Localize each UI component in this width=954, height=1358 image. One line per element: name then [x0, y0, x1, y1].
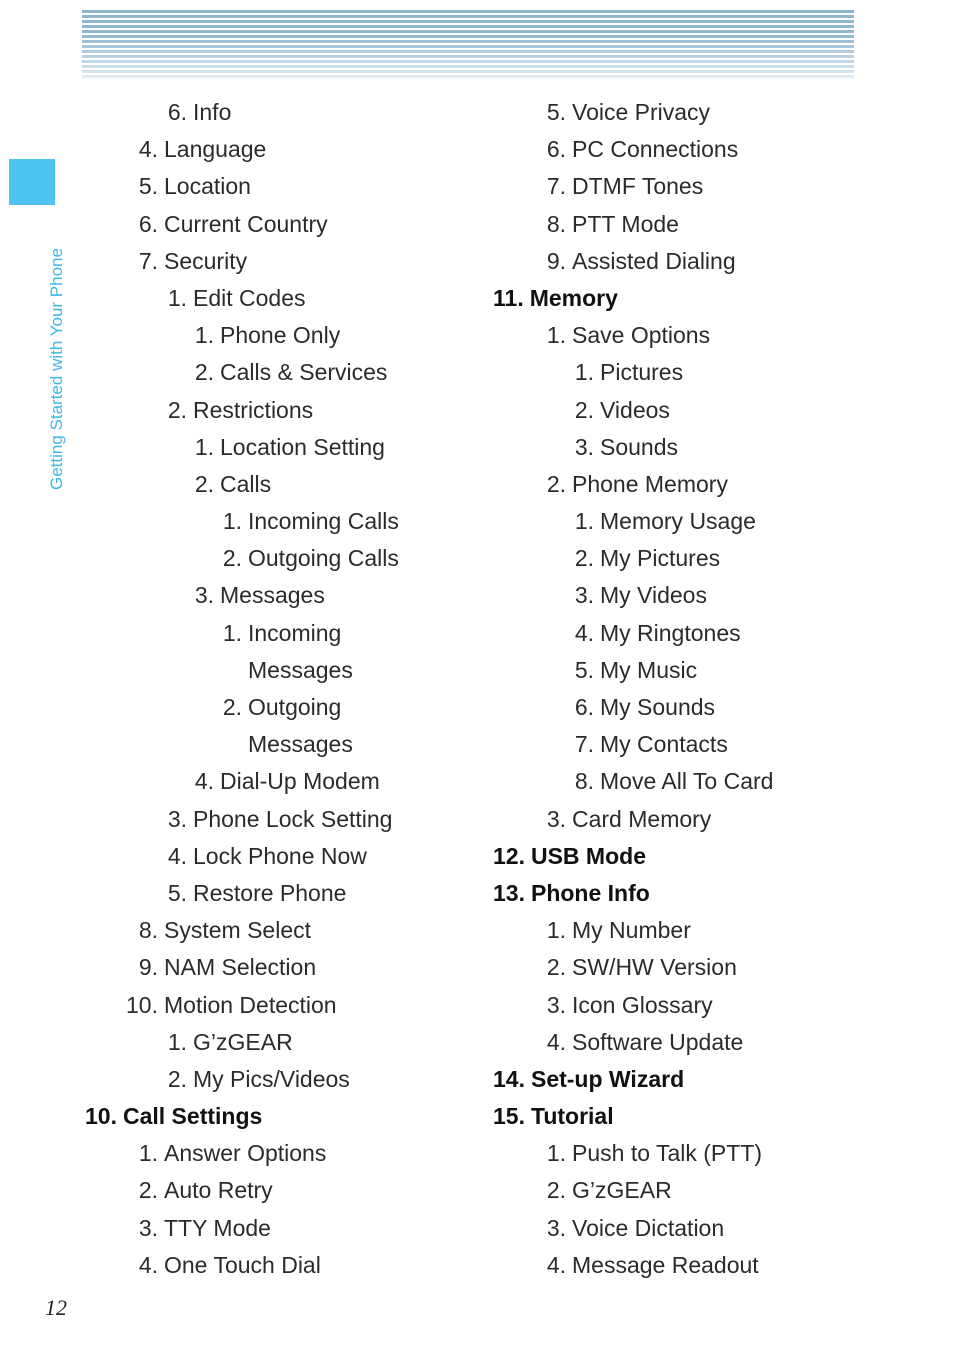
menu-item-number: 11. [493, 284, 524, 311]
menu-item [493, 540, 893, 577]
menu-item-number: 2. [194, 470, 214, 497]
menu-item-number: 2. [138, 1177, 158, 1204]
menu-item-number: 2. [167, 396, 187, 423]
menu-item [493, 689, 893, 726]
menu-list-left-column [85, 94, 485, 1284]
menu-item-label: Messages [248, 656, 353, 683]
page-number: 12 [45, 1295, 67, 1320]
menu-item-number: 4. [167, 842, 187, 869]
menu-item-number: 5. [574, 656, 594, 683]
menu-item [85, 131, 485, 168]
menu-item-number: 3. [574, 582, 594, 609]
menu-item-number: 3. [546, 1214, 566, 1241]
menu-item [85, 317, 485, 354]
menu-item-number: 8. [138, 917, 158, 944]
menu-item-number: 2. [167, 1065, 187, 1092]
menu-item-label: Restrictions [193, 396, 314, 423]
menu-item-label: Incoming Calls [248, 508, 399, 535]
menu-item [493, 615, 893, 652]
menu-item-label: My Ringtones [600, 619, 741, 646]
menu-item [493, 652, 893, 689]
menu-item [85, 94, 485, 131]
menu-item [85, 1247, 485, 1284]
menu-item-label: Security [164, 247, 248, 274]
menu-item [85, 912, 485, 949]
menu-item-number: 8. [574, 768, 594, 795]
menu-item [85, 168, 485, 205]
menu-item [493, 392, 893, 429]
menu-item [493, 949, 893, 986]
menu-item-number: 2. [222, 545, 242, 572]
menu-item-number: 1. [194, 433, 214, 460]
menu-item-number: 4. [546, 1028, 566, 1055]
menu-item-number: 1. [546, 917, 566, 944]
menu-item-number: 1. [194, 322, 214, 349]
menu-heading [493, 838, 893, 875]
menu-item-number: 13. [493, 879, 525, 906]
menu-item-label: Current Country [164, 210, 328, 237]
menu-item-label: Videos [600, 396, 670, 423]
menu-item [85, 466, 485, 503]
menu-item [85, 503, 485, 540]
menu-heading [493, 1098, 893, 1135]
menu-item-number: 4. [194, 768, 214, 795]
menu-item [493, 1210, 893, 1247]
header-stripe-band [82, 10, 854, 78]
menu-item-number: 3. [574, 433, 594, 460]
menu-item-number: 3. [194, 582, 214, 609]
menu-item-number: 8. [546, 210, 566, 237]
menu-item-label: My Videos [600, 582, 707, 609]
menu-item-label: Phone Lock Setting [193, 805, 393, 832]
menu-item [493, 466, 893, 503]
menu-item [493, 1135, 893, 1172]
menu-item-number: 4. [138, 136, 158, 163]
menu-item [493, 206, 893, 243]
menu-item [85, 689, 485, 726]
menu-item [493, 1024, 893, 1061]
menu-item-number: 4. [546, 1251, 566, 1278]
menu-item [85, 429, 485, 466]
menu-item-number: 6. [546, 136, 566, 163]
menu-item-label: Messages [220, 582, 325, 609]
menu-heading [493, 1061, 893, 1098]
menu-item-label: PC Connections [572, 136, 739, 163]
menu-item [85, 875, 485, 912]
menu-item [493, 763, 893, 800]
menu-item-label: Phone Memory [572, 470, 728, 497]
menu-item [85, 1024, 485, 1061]
menu-item-label: My Pics/Videos [193, 1065, 350, 1092]
menu-item-label: Push to Talk (PTT) [572, 1140, 763, 1167]
menu-item-number: 10. [85, 1103, 117, 1130]
menu-item-label: Location [164, 173, 251, 200]
menu-item-number: 1. [167, 284, 187, 311]
menu-item-label: Memory [529, 284, 618, 311]
menu-item-label: Set-up Wizard [530, 1065, 685, 1092]
menu-item-number: 1. [546, 322, 566, 349]
menu-item [85, 280, 485, 317]
menu-item-label: Incoming [248, 619, 342, 646]
menu-item [493, 94, 893, 131]
menu-item [85, 949, 485, 986]
menu-item [85, 615, 485, 652]
chapter-side-label: Getting Started with Your Phone [47, 248, 66, 490]
menu-item [493, 577, 893, 614]
menu-item-label: Phone Only [220, 322, 341, 349]
menu-item-label: Dial-Up Modem [220, 768, 380, 795]
menu-item-label: SW/HW Version [572, 954, 737, 981]
menu-item-label: G’zGEAR [572, 1177, 672, 1204]
menu-item-number: 1. [546, 1140, 566, 1167]
menu-item-label: Auto Retry [164, 1177, 273, 1204]
menu-item-number: 4. [138, 1251, 158, 1278]
menu-item-label: Card Memory [572, 805, 712, 832]
menu-list-right-column [493, 94, 893, 1284]
menu-item [85, 540, 485, 577]
menu-item [85, 652, 485, 689]
menu-item-label: Lock Phone Now [193, 842, 367, 869]
menu-item-number: 1. [138, 1140, 158, 1167]
menu-item-label: Tutorial [530, 1103, 614, 1130]
menu-item [85, 392, 485, 429]
menu-item [493, 168, 893, 205]
menu-item-number: 15. [493, 1103, 525, 1130]
menu-item [85, 206, 485, 243]
menu-item-number: 2. [574, 396, 594, 423]
menu-item [85, 243, 485, 280]
menu-item-number: 12. [493, 842, 525, 869]
menu-item-number: 5. [546, 99, 566, 125]
menu-item-label: NAM Selection [164, 954, 317, 981]
menu-item [493, 243, 893, 280]
menu-item-label: Save Options [572, 322, 711, 349]
menu-item [85, 1210, 485, 1247]
menu-item [85, 763, 485, 800]
menu-item-label: Language [164, 136, 267, 163]
menu-item-label: USB Mode [530, 842, 646, 869]
menu-item-number: 5. [138, 173, 158, 200]
menu-item [85, 987, 485, 1024]
menu-item [85, 1135, 485, 1172]
menu-item-label: My Number [572, 917, 691, 944]
menu-item [85, 1061, 485, 1098]
menu-item-number: 7. [546, 173, 566, 200]
menu-item-number: 3. [167, 805, 187, 832]
menu-item-number: 1. [574, 359, 594, 386]
menu-item-label: TTY Mode [164, 1214, 271, 1241]
menu-item [493, 429, 893, 466]
menu-item [493, 987, 893, 1024]
menu-item-number: 2. [574, 545, 594, 572]
menu-item [85, 726, 485, 763]
menu-item-number: 7. [138, 247, 158, 274]
menu-item-label: Memory Usage [600, 508, 756, 535]
menu-item-label: Calls & Services [220, 359, 388, 386]
menu-item-label: G’zGEAR [193, 1028, 293, 1055]
menu-item-label: Motion Detection [164, 991, 337, 1018]
menu-item-number: 2. [222, 694, 242, 720]
menu-item-label: Outgoing Calls [248, 545, 399, 572]
menu-item [493, 726, 893, 763]
menu-heading [85, 1098, 485, 1135]
menu-item-label: Phone Info [530, 879, 650, 906]
menu-item-label: My Music [600, 656, 698, 683]
menu-item-label: Answer Options [164, 1140, 327, 1167]
menu-item-label: Software Update [572, 1028, 744, 1055]
menu-item-number: 2. [546, 1177, 566, 1204]
menu-item-number: 6. [167, 99, 187, 125]
menu-item-label: DTMF Tones [572, 173, 704, 200]
menu-item [85, 1172, 485, 1209]
menu-item-label: Assisted Dialing [572, 247, 736, 274]
menu-item-number: 2. [546, 470, 566, 497]
menu-item-label: One Touch Dial [164, 1251, 321, 1278]
menu-item-label: Voice Privacy [572, 99, 711, 125]
menu-item-label: Edit Codes [193, 284, 306, 311]
menu-item-number: 6. [574, 694, 594, 720]
chapter-tab-marker [9, 159, 55, 205]
menu-item-label: System Select [164, 917, 311, 944]
menu-item-number: 1. [574, 508, 594, 535]
menu-item-label: Outgoing [248, 694, 342, 720]
menu-item-label: My Pictures [600, 545, 721, 572]
menu-item-number: 4. [574, 619, 594, 646]
menu-item [85, 354, 485, 391]
menu-item-number: 9. [546, 247, 566, 274]
menu-item [493, 912, 893, 949]
menu-item-number: 3. [546, 805, 566, 832]
menu-item-number: 2. [194, 359, 214, 386]
menu-item-number: 1. [222, 619, 242, 646]
menu-item-label: Calls [220, 470, 272, 497]
menu-item [493, 317, 893, 354]
menu-item-number: 7. [574, 731, 594, 758]
menu-item-label: Message Readout [572, 1251, 759, 1278]
menu-item-label: My Contacts [600, 731, 728, 758]
menu-item-number: 3. [546, 991, 566, 1018]
menu-heading [493, 875, 893, 912]
menu-item-label: Sounds [600, 433, 679, 460]
menu-item-label: My Sounds [600, 694, 716, 720]
menu-item-label: Restore Phone [193, 879, 347, 906]
menu-item-label: Voice Dictation [572, 1214, 725, 1241]
menu-item-number: 9. [138, 954, 158, 981]
menu-item-label: Pictures [600, 359, 684, 386]
menu-item-label: Call Settings [122, 1103, 263, 1130]
menu-item [493, 1172, 893, 1209]
menu-item-label: Icon Glossary [572, 991, 713, 1018]
menu-item [493, 1247, 893, 1284]
menu-item-number: 14. [493, 1065, 525, 1092]
menu-item-number: 10. [126, 991, 158, 1018]
menu-item-label: Info [193, 99, 232, 125]
menu-item-number: 5. [167, 879, 187, 906]
menu-item [493, 131, 893, 168]
menu-item [493, 354, 893, 391]
menu-item-label: Move All To Card [600, 768, 774, 795]
menu-item-number: 1. [222, 508, 242, 535]
menu-item-number: 1. [167, 1028, 187, 1055]
menu-item-number: 6. [138, 210, 158, 237]
menu-item [493, 801, 893, 838]
menu-item-number: 3. [138, 1214, 158, 1241]
menu-item-label: Location Setting [220, 433, 385, 460]
menu-item [85, 838, 485, 875]
menu-item-number: 2. [546, 954, 566, 981]
menu-item [85, 577, 485, 614]
menu-heading [493, 280, 893, 317]
menu-item [85, 801, 485, 838]
menu-item [493, 503, 893, 540]
menu-item-label: PTT Mode [572, 210, 679, 237]
menu-item-label: Messages [248, 731, 353, 758]
